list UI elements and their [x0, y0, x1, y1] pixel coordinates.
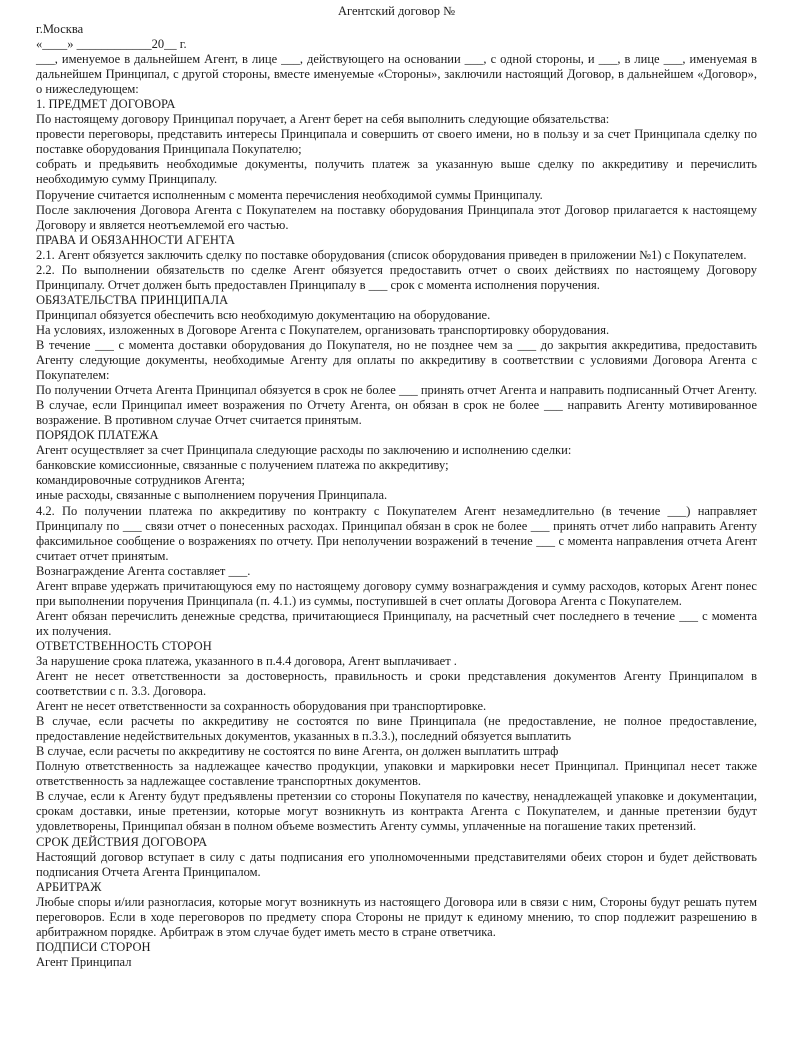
paragraph: В случае, если расчеты по аккредитиву не состоятся по вине Принципала (не предоставление, не полное предоставление, предоставление недействительных документов, указанных в п.3.3.), последний обязуется выплатить: [36, 714, 757, 744]
paragraph: По настоящему договору Принципал поручает, а Агент берет на себя выполнить следующие обязательства:: [36, 112, 610, 127]
section-heading-principal-duties: ОБЯЗАТЕЛЬСТВА ПРИНЦИПАЛА: [36, 292, 229, 307]
paragraph: собрать и предьявить необходимые документы, получить платеж за указанную выше сделку по аккредитиву и перечислить необходимую сумму Принципалу.: [36, 157, 757, 187]
paragraph: Агент обязан перечислить денежные средства, причитающиеся Принципалу, на расчетный счет последнего в течение ___ с момента их получения.: [36, 608, 757, 638]
paragraph: иные расходы, связанные с выполнением поручения Принципала.: [36, 488, 388, 503]
paragraph: В течение ___ с момента доставки оборудования до Покупателя, но не позднее чем за ___ до закрытия аккредитива, предоставить Агенту следующие документы, необходимые Агенту для оплаты по аккредитиву в соответствии с условиями Договора Агента с Покупателем:: [36, 337, 757, 383]
paragraph: После заключения Договора Агента с Покупателем на поставку оборудования Принципала этот Договор прилагается к настоящему Договору и является неотъемлемой его частью.: [36, 202, 757, 232]
section-heading-payment-order: ПОРЯДОК ПЛАТЕЖА: [36, 428, 159, 443]
paragraph: Агент не несет ответственности за сохранность оборудования при транспортировке.: [36, 699, 487, 714]
paragraph: командировочные сотрудников Агента;: [36, 473, 245, 488]
paragraph: 2.2. По выполнении обязательств по сделке Агент обязуется предоставить отчет о своих действиях по настоящему Договору Принципалу. Отчет должен быть предоставлен Принципалу в ___ срок с момента исполнения поручения.: [36, 262, 757, 292]
paragraph: провести переговоры, представить интересы Принципала и совершить от своего имени, но в пользу и за счет Принципала сделку по поставке оборудования Принципала Покупателю;: [36, 127, 757, 157]
paragraph: В случае, если к Агенту будут предъявлены претензии со стороны Покупателя по качеству, ненадлежащей упаковке и документации, срокам доставки, иные претензии, которые могут возникнуть из контракта Агента с Покупателем, и данные претензии будут удовлетворены, Принципал обязан в полном объеме возместить Агенту суммы, уплаченные на погашение таких претензий.: [36, 789, 757, 834]
paragraph: По получении Отчета Агента Принципал обязуется в срок не более ___ принять отчет Агента и направить подписанный Отчет Агенту. В случае, если Принципал имеет возражения по Отчету Агента, он обязан в срок не более ___ направить Агенту мотивированное возражение. В противном случае Отчет считается принятым.: [36, 383, 757, 428]
paragraph: Настоящий договор вступает в силу с даты подписания его уполномоченными представителями обеих сторон и будет действовать подписания Отчета Агента Принципалом.: [36, 849, 757, 879]
paragraph: Вознаграждение Агента составляет ___.: [36, 563, 251, 578]
paragraph: В случае, если расчеты по аккредитиву не состоятся по вине Агента, он должен выплатить штраф: [36, 744, 559, 759]
paragraph: Поручение считается исполненным с момента перечисления необходимой суммы Принципалу.: [36, 187, 543, 202]
document-body: [36, 22, 757, 970]
paragraph: 4.2. По получении платежа по аккредитиву по контракту с Покупателем Агент незамедлительно (в течение ___) направляет Принципалу по ___ связи отчет о понесенных расходах. Принципал обязан в срок не более ___ принять отчет либо направить Агенту факсимильное сообщение о возражениях по отчету. При неполучении возражений в течение ___ с момента направления отчета Агент считает отчет принятым.: [36, 503, 757, 563]
paragraph: Полную ответственность за надлежащее качество продукции, упаковки и маркировки несет Принципал. Принципал несет также ответственность за надлежащее составление транспортных документов.: [36, 759, 757, 789]
page-title: Агентский договор №: [337, 4, 455, 18]
section-heading-arbitration: АРБИТРАЖ: [36, 879, 102, 894]
section-heading-liability: ОТВЕТСТВЕННОСТЬ СТОРОН: [36, 638, 212, 653]
paragraph: Агент осуществляет за счет Принципала следующие расходы по заключению и исполнению сделки:: [36, 443, 572, 458]
paragraph: Агент вправе удержать причитающуюся ему по настоящему договору сумму вознаграждения и сумму расходов, которых Агент понес при выполнении поручения Принципала (п. 4.1.) из суммы, поступившей в счет оплаты Договора Агента с Покупателем.: [36, 578, 757, 608]
preamble-paragraph: ___, именуемое в дальнейшем Агент, в лице ___, действующего на основании ___, с одной стороны, и ___, в лице ___, именуемая в дальнейшем Принципал, с другой стороны, вместе именуемые «Стороны», заключили настоящий Договор, в дальнейшем «Договор», о нижеследующем:: [36, 52, 757, 97]
city-line: г.Москва: [36, 22, 84, 36]
section-heading-subject: 1. ПРЕДМЕТ ДОГОВОРА: [36, 97, 176, 112]
paragraph: банковские комиссионные, связанные с получением платежа по аккредитиву;: [36, 458, 449, 473]
section-heading-signatures: ПОДПИСИ СТОРОН: [36, 939, 151, 954]
date-line: «____» ____________20__ г.: [36, 37, 187, 52]
paragraph: Принципал обязуется обеспечить всю необходимую документацию на оборудование.: [36, 307, 491, 322]
paragraph: Агент не несет ответственности за достоверность, правильность и сроки представления документов Агенту Принципалом в соответствии с п. 3.3. Договора.: [36, 669, 757, 699]
paragraph: На условиях, изложенных в Договоре Агента с Покупателем, организовать транспортировку оборудования.: [36, 322, 610, 337]
paragraph: За нарушение срока платежа, указанного в п.4.4 договора, Агент выплачивает .: [36, 653, 457, 668]
paragraph: 2.1. Агент обязуется заключить сделку по поставке оборудования (список оборудования приведен в приложении №1) с Покупателем.: [36, 247, 747, 262]
signature-line: Агент Принципал: [36, 954, 132, 969]
paragraph: Любые споры и/или разногласия, которые могут возникнуть из настоящего Договора или в связи с ним, Стороны будут решать путем переговоров. Если в ходе переговоров по предмету спора Стороны не придут к единому мнению, то спор подлежит разрешению в арбитражном порядке. Арбитраж в этом случае будет иметь место в стране ответчика.: [36, 894, 757, 939]
section-heading-agent-rights: ПРАВА И ОБЯЗАННОСТИ АГЕНТА: [36, 232, 235, 247]
section-heading-term: СРОК ДЕЙСТВИЯ ДОГОВОРА: [36, 834, 208, 849]
